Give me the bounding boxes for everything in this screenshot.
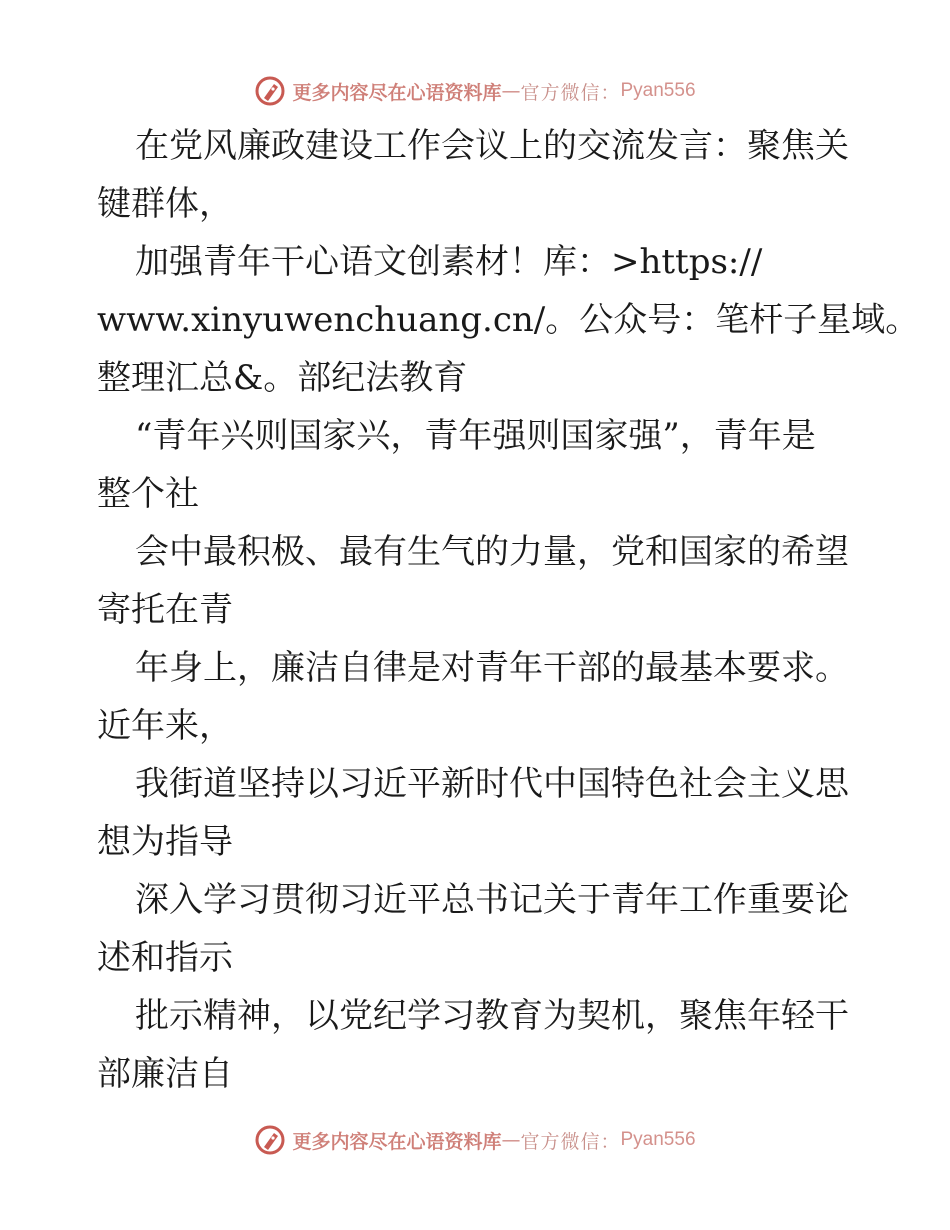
text-line: 我街道坚持以习近平新时代中国特色社会主义思 [135, 764, 849, 804]
header-banner [0, 71, 950, 111]
banner-wechat-label: 官方微信： [520, 81, 621, 104]
text-line: 键群体， [97, 184, 233, 224]
text-line: 深入学习贯彻习近平总书记关于青年工作重要论 [135, 880, 849, 920]
banner-brand-text: 更多内容尽在心语资料库 [292, 1130, 502, 1153]
text-line: www.xinyuwenchuang.cn/。公众号：笔杆子星域。 [97, 300, 920, 340]
pen-nib-logo-icon [254, 75, 286, 107]
text-line: 年身上，廉洁自律是对青年干部的最基本要求。 [135, 648, 849, 688]
text-line: 会中最积极、最有生气的力量，党和国家的希望 [135, 532, 849, 572]
banner-wechat-id: Pyan556 [620, 1129, 696, 1150]
pen-nib-logo-icon [254, 1124, 286, 1156]
footer-banner [0, 1120, 950, 1160]
text-line: 整个社 [97, 474, 199, 514]
text-line: “青年兴则国家兴，青年强则国家强”，青年是 [135, 416, 816, 456]
banner-wechat-id: Pyan556 [620, 80, 696, 101]
banner-dash: — [501, 1129, 521, 1151]
text-line: 近年来， [97, 706, 233, 746]
document-body [97, 117, 920, 1103]
text-line: 整理汇总&。部纪法教育 [97, 358, 468, 398]
text-line: 批示精神，以党纪学习教育为契机，聚焦年轻干 [135, 996, 849, 1036]
banner-wechat-label: 官方微信： [520, 1130, 621, 1153]
text-line: 在党风廉政建设工作会议上的交流发言：聚焦关 [135, 126, 849, 166]
text-line: 想为指导 [97, 822, 233, 862]
banner-dash: — [501, 80, 521, 102]
text-line: 加强青年干心语文创素材！库：>https:// [135, 242, 763, 282]
text-line: 寄托在青 [97, 590, 233, 630]
text-line: 述和指示 [97, 938, 233, 978]
banner-brand-text: 更多内容尽在心语资料库 [292, 81, 502, 104]
text-line: 部廉洁自 [97, 1054, 233, 1094]
